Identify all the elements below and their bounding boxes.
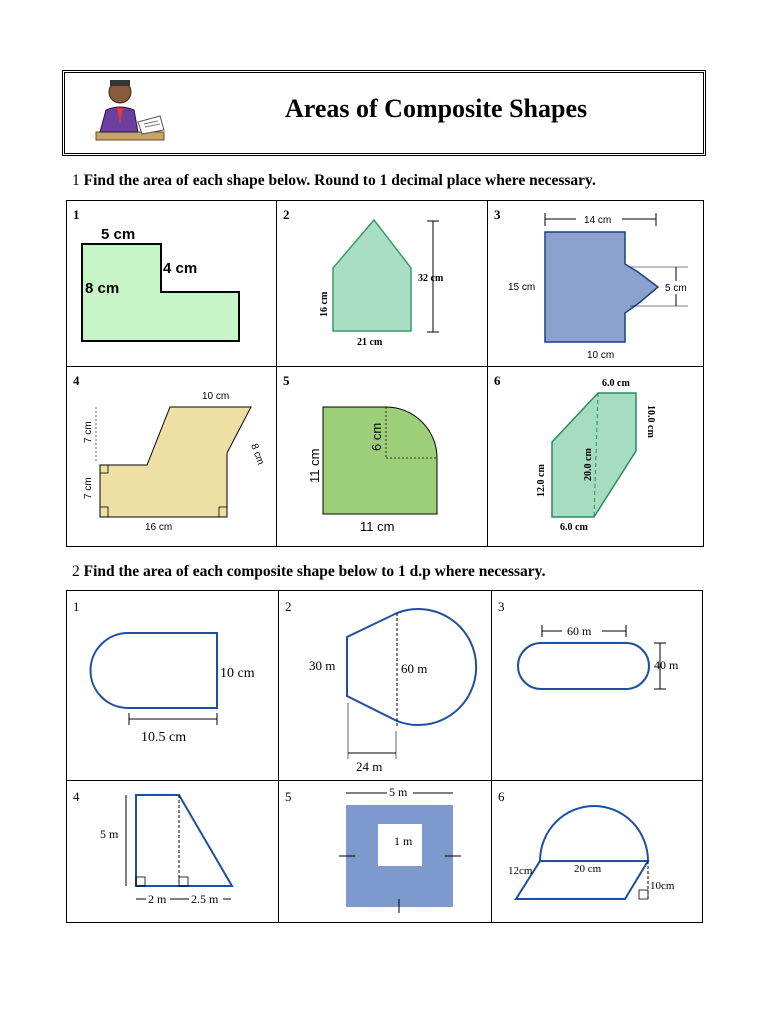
cell-number: 1 bbox=[73, 207, 80, 222]
section2-heading bbox=[72, 563, 545, 581]
page-title: Areas of Composite Shapes bbox=[285, 94, 588, 123]
s1c6-label-0: 6.0 cm bbox=[602, 378, 630, 389]
s2c3-label-1: 40 m bbox=[654, 658, 679, 672]
s1c5-label-1: 11 cm bbox=[307, 448, 322, 483]
s1c6-label-1: 10.0 cm bbox=[645, 405, 656, 438]
cell-number: 1 bbox=[73, 599, 80, 614]
section1-number: 1 bbox=[72, 172, 80, 189]
section1-heading bbox=[72, 172, 596, 190]
s2c5-label-1: 1 m bbox=[394, 834, 413, 848]
cell-number: 6 bbox=[498, 789, 505, 804]
section2-number: 2 bbox=[72, 563, 80, 580]
s1-cell-4 bbox=[67, 367, 277, 547]
s2-cell-2 bbox=[279, 591, 492, 781]
s1-shape-1 bbox=[67, 201, 276, 367]
s2c5-label-0: 5 m bbox=[389, 785, 408, 799]
s1c3-label-2: 5 cm bbox=[665, 283, 687, 294]
s2c2-label-0: 30 m bbox=[309, 658, 336, 673]
s1-shape-4 bbox=[67, 367, 276, 547]
s1-cell-3 bbox=[488, 201, 704, 367]
s1-shape-5 bbox=[277, 367, 487, 547]
s2-shape-5 bbox=[279, 781, 491, 923]
s1-cell-5 bbox=[277, 367, 488, 547]
cell-number: 3 bbox=[498, 599, 505, 614]
s1-shape-2 bbox=[277, 201, 487, 367]
cell-number: 2 bbox=[285, 599, 292, 614]
cell-number: 4 bbox=[73, 373, 80, 388]
cell-number: 4 bbox=[73, 789, 80, 804]
s1c6-label-4: 6.0 cm bbox=[560, 522, 588, 533]
s2c2-label-2: 24 m bbox=[356, 759, 383, 774]
s2c6-label-0: 12cm bbox=[508, 865, 533, 877]
s2-cell-4 bbox=[67, 781, 279, 923]
s1c4-label-1: 7 cm bbox=[83, 421, 94, 443]
s1-shape-6 bbox=[488, 367, 703, 547]
s2c6-label-1: 20 cm bbox=[574, 863, 602, 875]
s2c1-label-1: 10.5 cm bbox=[141, 730, 187, 745]
s2-cell-1 bbox=[67, 591, 279, 781]
cell-number: 2 bbox=[283, 207, 290, 222]
cell-number: 5 bbox=[283, 373, 290, 388]
s1c1-label-2: 8 cm bbox=[85, 280, 120, 297]
s1c4-label-0: 10 cm bbox=[202, 391, 230, 402]
s1-cell-1 bbox=[67, 201, 277, 367]
s1c4-label-4: 16 cm bbox=[145, 522, 173, 533]
s1c2-label-2: 21 cm bbox=[357, 337, 383, 348]
s2c6-label-2: 10cm bbox=[650, 880, 675, 892]
s2-cell-3 bbox=[492, 591, 703, 781]
s2-cell-6 bbox=[492, 781, 703, 923]
s1c3-label-3: 10 cm bbox=[587, 350, 615, 361]
s2c4-label-2: 2.5 m bbox=[191, 892, 219, 906]
s1c4-label-3: 7 cm bbox=[83, 477, 94, 499]
s1c3-label-0: 14 cm bbox=[584, 215, 612, 226]
cell-number: 3 bbox=[494, 207, 501, 222]
teacher-icon bbox=[90, 74, 170, 150]
section2-grid bbox=[66, 590, 703, 923]
s1c5-label-2: 11 cm bbox=[360, 519, 395, 534]
s2c3-label-0: 60 m bbox=[567, 624, 592, 638]
s1-cell-2 bbox=[277, 201, 488, 367]
s1-shape-3 bbox=[488, 201, 703, 367]
section1-instruction: Find the area of each shape below. Round to 1 decimal place where necessary. bbox=[83, 172, 596, 189]
s1c1-label-1: 4 cm bbox=[163, 260, 198, 277]
s2c1-label-0: 10 cm bbox=[220, 666, 255, 681]
s1c2-label-1: 16 cm bbox=[319, 291, 330, 317]
s2-shape-2 bbox=[279, 591, 491, 781]
s1c2-label-0: 32 cm bbox=[418, 273, 444, 284]
section2-instruction: Find the area of each composite shape below to 1 d.p where necessary. bbox=[83, 563, 546, 580]
section1-grid bbox=[66, 200, 704, 547]
cell-number: 6 bbox=[494, 373, 501, 388]
s2c2-label-1: 60 m bbox=[401, 661, 428, 676]
s1-cell-6 bbox=[488, 367, 704, 547]
cell-number: 5 bbox=[285, 789, 292, 804]
s2-cell-5 bbox=[279, 781, 492, 923]
s2-shape-3 bbox=[492, 591, 702, 781]
s1c4-label-2: 8 cm bbox=[248, 442, 266, 467]
s2c4-label-0: 5 m bbox=[100, 827, 119, 841]
s2-shape-1 bbox=[67, 591, 278, 781]
s1c3-label-1: 15 cm bbox=[508, 282, 536, 293]
s2-shape-4 bbox=[67, 781, 278, 923]
s2c4-label-1: 2 m bbox=[148, 892, 167, 906]
s1c6-label-2: 20.0 cm bbox=[583, 448, 594, 481]
s1c6-label-3: 12.0 cm bbox=[536, 464, 547, 497]
s1c5-label-0: 6 cm bbox=[369, 422, 384, 451]
s2-shape-6 bbox=[492, 781, 702, 923]
s1c1-label-0: 5 cm bbox=[101, 226, 136, 243]
